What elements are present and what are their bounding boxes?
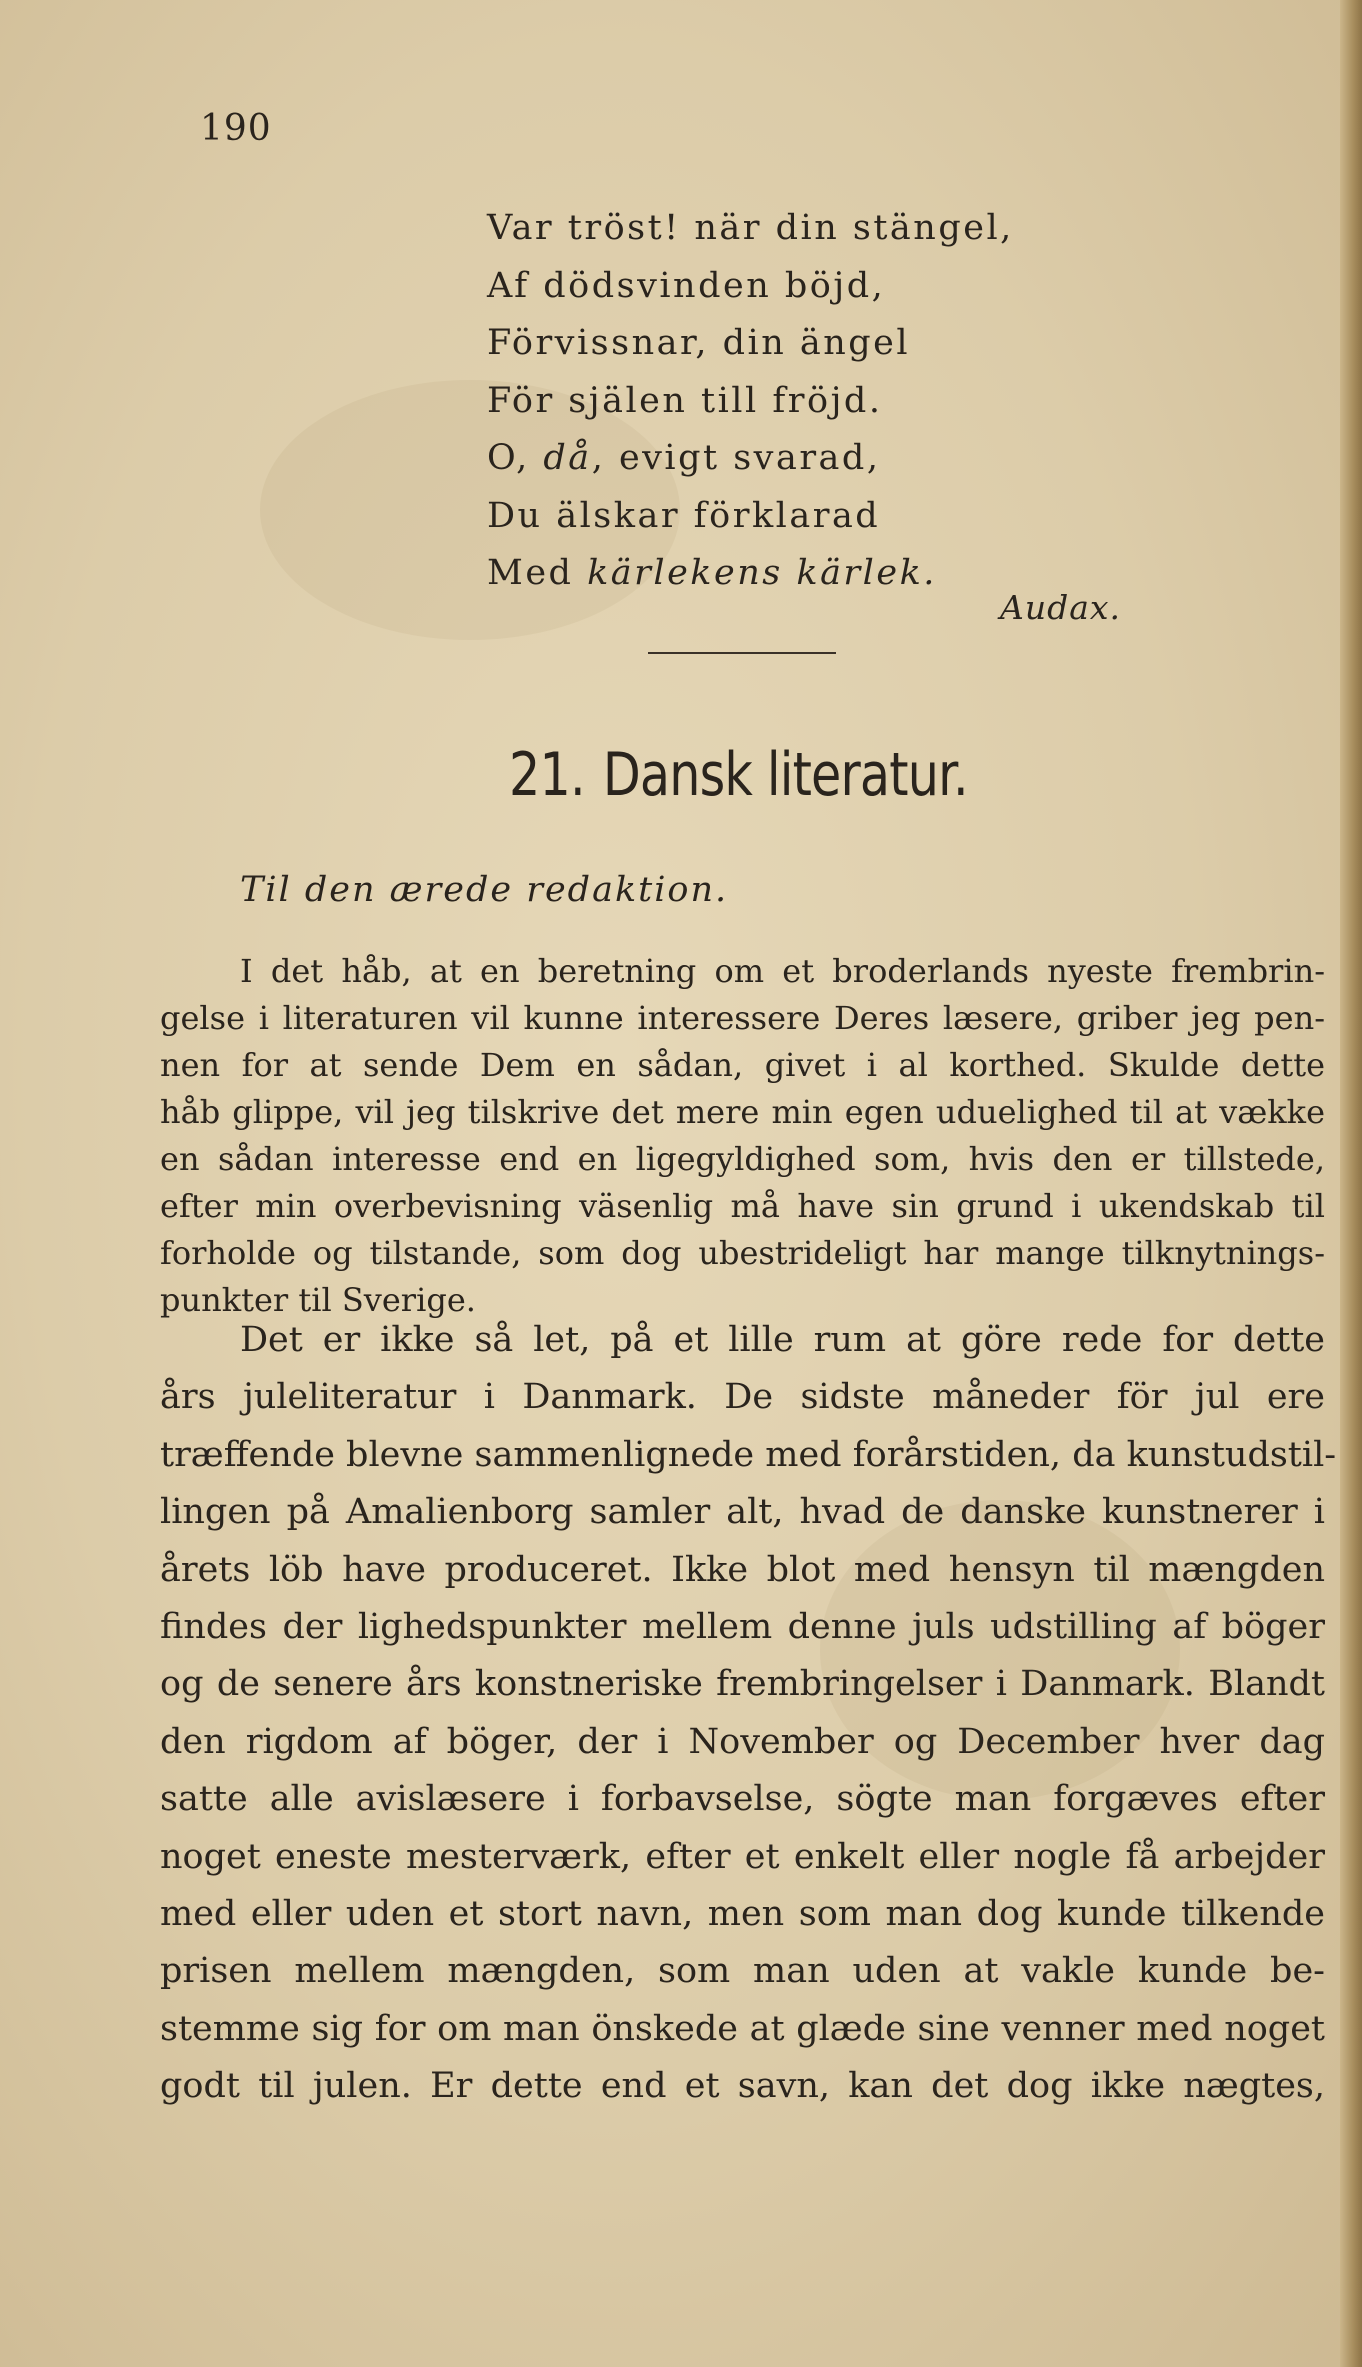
text-line: års juleliteratur i Danmark. De sidste måneder för jul ere xyxy=(160,1377,1325,1418)
poem-line: Af dödsvinden böjd, xyxy=(487,265,886,306)
text-line: punkter til Sverige. xyxy=(160,1281,476,1319)
text-line: satte alle avislæsere i forbavselse, sögte man forgæves efter xyxy=(160,1779,1325,1820)
section-title: Dansk literatur. xyxy=(602,740,968,810)
text-line: den rigdom af böger, der i November og December hver dag xyxy=(160,1721,1325,1762)
poem xyxy=(487,200,1014,603)
section-divider xyxy=(648,652,836,654)
text-line: forholde og tilstande, som dog ubestrideligt har mange tilknytnings- xyxy=(160,1234,1325,1272)
poem-line: Var tröst! när din stängel, xyxy=(487,208,1014,248)
text-line: findes der lighedspunkter mellem denne juls udstilling af böger xyxy=(160,1607,1325,1648)
text-line: godt til julen. Er dette end et savn, kan det dog ikke nægtes, xyxy=(160,2066,1325,2107)
poem-line: För själen till fröjd. xyxy=(487,380,883,421)
poem-author: Audax. xyxy=(1000,588,1121,627)
text-line: med eller uden et stort navn, men som man dog kunde tilkende xyxy=(160,1894,1325,1935)
text-line: Det er ikke så let, på et lille rum at göre rede for dette xyxy=(240,1320,1325,1360)
salutation: Til den ærede redaktion. xyxy=(240,870,729,910)
poem-line xyxy=(487,545,1014,603)
text-line: prisen mellem mængden, som man uden at vakle kunde be- xyxy=(160,1951,1325,1992)
page-number: 190 xyxy=(200,108,272,149)
text-line: I det håb, at en beretning om et broderlands nyeste frembrin- xyxy=(240,952,1325,990)
text-line: gelse i literaturen vil kunne interessere Deres læsere, griber jeg pen- xyxy=(160,999,1325,1037)
text-line: træffende blevne sammenlignede med forårstiden, da kunstudstil- xyxy=(160,1434,1337,1475)
poem-line xyxy=(487,430,1014,488)
section-heading xyxy=(509,740,968,810)
poem-line-rest: , evigt svarad, xyxy=(591,438,881,478)
paragraph-1 xyxy=(160,948,1325,1324)
text-line: en sådan interesse end en ligegyldighed som, hvis den er tillstede, xyxy=(160,1140,1325,1178)
text-line: efter min overbevisning väsenlig må have sin grund i ukendskab til xyxy=(160,1187,1325,1225)
paragraph-2 xyxy=(160,1312,1337,2116)
text-line: nen for at sende Dem en sådan, givet i al korthed. Skulde dette xyxy=(160,1046,1325,1084)
text-line: årets löb have produceret. Ikke blot med hensyn til mængden xyxy=(160,1549,1325,1590)
poem-italic-phrase: kärlekens kärlek. xyxy=(587,553,937,593)
section-number: 21. xyxy=(509,740,585,810)
text-line: håb glippe, vil jeg tilskrive det mere min egen uduelighed til at vække xyxy=(160,1093,1325,1131)
poem-line-start: O, xyxy=(487,438,544,478)
text-line: noget eneste mesterværk, efter et enkelt eller nogle få arbejder xyxy=(160,1836,1325,1877)
poem-line-start: Med xyxy=(487,553,588,593)
page-edge xyxy=(1340,0,1362,2367)
poem-line: Du älskar förklarad xyxy=(487,495,881,536)
text-line: lingen på Amalienborg samler alt, hvad de danske kunstnerer i xyxy=(160,1492,1325,1533)
text-line: og de senere års konstneriske frembringelser i Danmark. Blandt xyxy=(160,1664,1325,1705)
poem-line: Förvissnar, din ängel xyxy=(487,323,911,363)
poem-italic-word: då xyxy=(543,438,592,478)
text-line: stemme sig for om man önskede at glæde sine venner med noget xyxy=(160,2008,1325,2049)
